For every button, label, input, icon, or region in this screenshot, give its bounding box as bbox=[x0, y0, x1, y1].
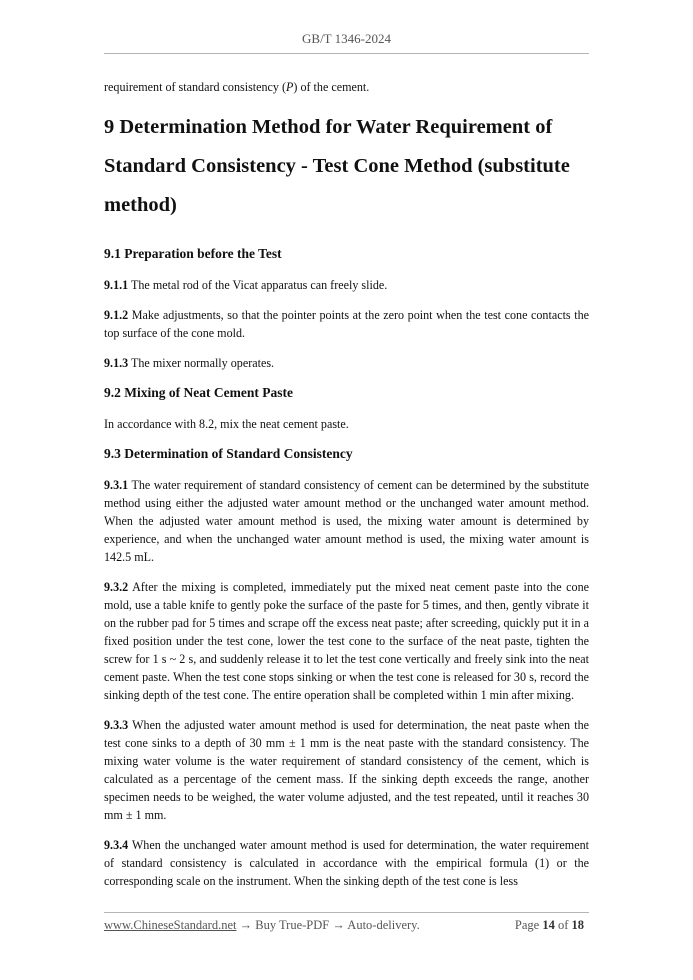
clause-text: The water requirement of standard consistency of cement can be determined by the substitute method using either the adjusted water amount method or the unchanged water amount method. When the adjusted water amount method is used, the mixing water amount is determined by experience, and when the unchanged water amount method is used, the mixing water amount is 142.5 mL. bbox=[104, 478, 589, 564]
clause-text: When the adjusted water amount method is used for determination, the neat paste when the test cone sinks to a depth of 30 mm ± 1 mm is the neat paste with the standard consistency. The mixing water volume is the water requirement of standard consistency of the cement, which is calculated as a percentage of the cement mass. If the sinking depth exceeds the range, another specimen needs to be weighed, the water volume adjusted, and the test repeated, until it reaches 30 mm ± 1 mm. bbox=[104, 718, 589, 822]
clause-number: 9.1.1 bbox=[104, 278, 129, 292]
clause-number: 9.3.3 bbox=[104, 718, 129, 732]
clause-text: When the unchanged water amount method is used for determination, the water requirement of standard consistency is calculated in accordance with the empirical formula (1) or the corresponding scale on the instrument. When the sinking depth of the test cone is less bbox=[104, 838, 589, 888]
page-word: Page bbox=[514, 918, 540, 932]
clause-number: 9.3.4 bbox=[104, 838, 129, 852]
page-indicator bbox=[515, 918, 584, 933]
clause-text: Make adjustments, so that the pointer points at the zero point when the test cone contacts the top surface of the cone mold. bbox=[104, 308, 589, 340]
site-link[interactable]: www.ChineseStandard.net bbox=[104, 918, 237, 932]
clause-text: After the mixing is completed, immediately put the mixed neat cement paste into the cone mold, use a table knife to gently poke the surface of the paste for 5 times, and then, gently vibrate it on the rubber pad for 5 times and scrape off the excess neat paste; after screeding, quickly put it in a fixed position under the test cone, lower the test cone to the surface of the neat paste, tighten the screw for 1 s ~ 2 s, and suddenly release it to let the test cone vertically and freely sink into the neat cement paste. When the test cone stops sinking or when the test cone is released for 30 s, record the sinking depth of the test cone. The entire operation shall be completed within 1 min after mixing. bbox=[104, 580, 589, 702]
page-total: 18 bbox=[571, 918, 584, 932]
section-9-2-heading: 9.2 Mixing of Neat Cement Paste bbox=[104, 385, 293, 400]
clause-9-1-1 bbox=[104, 276, 589, 294]
header-divider bbox=[104, 53, 589, 54]
page-content bbox=[104, 78, 589, 902]
section-9-3-heading: 9.3 Determination of Standard Consistency bbox=[104, 446, 353, 461]
intro-before: requirement of standard consistency ( bbox=[104, 80, 287, 94]
of-word: of bbox=[557, 918, 569, 932]
section-9-2-text: In accordance with 8.2, mix the neat cement paste. bbox=[104, 417, 349, 431]
clause-number: 9.3.1 bbox=[104, 478, 129, 492]
clause-number: 9.3.2 bbox=[104, 580, 129, 594]
section-9-1-heading: 9.1 Preparation before the Test bbox=[104, 246, 282, 261]
clause-number: 9.1.3 bbox=[104, 356, 129, 370]
clause-number: 9.1.2 bbox=[104, 308, 129, 322]
intro-paragraph bbox=[104, 78, 589, 96]
intro-after: ) of the cement. bbox=[293, 80, 370, 94]
clause-9-3-4 bbox=[104, 836, 589, 890]
clause-9-3-1 bbox=[104, 476, 589, 566]
clause-9-1-2 bbox=[104, 306, 589, 342]
intro-variable: P bbox=[286, 80, 294, 94]
footer-divider bbox=[104, 912, 589, 913]
section-9-title: 9 Determination Method for Water Requirement of Standard Consistency - Test Cone Method (substitute method) bbox=[104, 116, 570, 216]
clause-9-3-3 bbox=[104, 716, 589, 824]
page-header: GB/T 1346-2024 bbox=[302, 31, 391, 46]
clause-text: The metal rod of the Vicat apparatus can freely slide. bbox=[128, 278, 388, 292]
page-number: 14 bbox=[542, 918, 555, 932]
clause-9-3-2 bbox=[104, 578, 589, 704]
clause-text: The mixer normally operates. bbox=[128, 356, 275, 370]
footer-promo: → Buy True-PDF → Auto-delivery. bbox=[236, 918, 420, 932]
clause-9-1-3 bbox=[104, 354, 589, 372]
footer-left bbox=[104, 918, 420, 933]
